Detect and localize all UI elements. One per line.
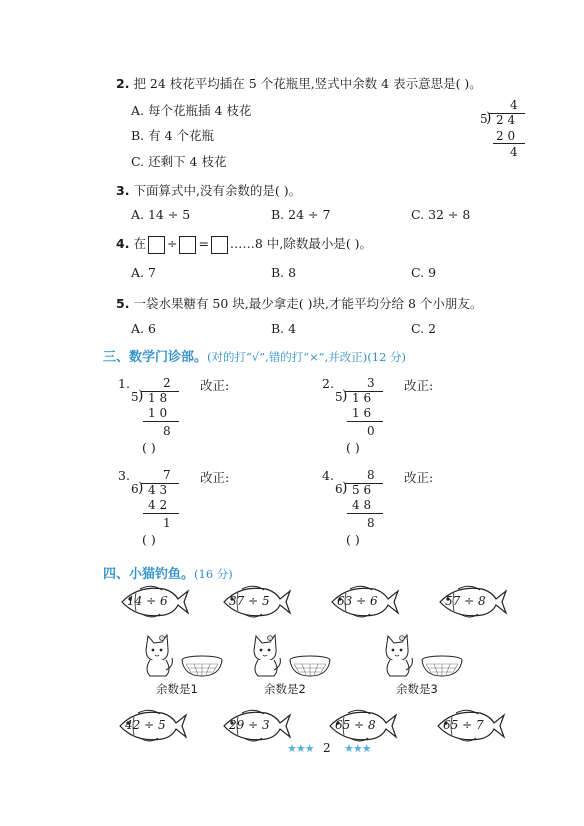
- q5-option-c[interactable]: C. 2: [411, 321, 437, 336]
- dividend: 4 3: [148, 483, 168, 497]
- cat-with-basket[interactable]: [380, 630, 466, 678]
- section3-note: (对的打“√”,错的打“×”,并改正)(12 分): [207, 350, 407, 364]
- remainder: 0: [367, 424, 375, 438]
- q3-text: 下面算式中,没有余数的是( )。: [133, 183, 302, 198]
- q4-pre: 在: [133, 236, 146, 251]
- quotient: 2: [163, 376, 171, 390]
- q3-number: 3.: [116, 183, 130, 198]
- division-bracket: ): [138, 480, 144, 496]
- answer-paren[interactable]: ( ): [142, 440, 156, 455]
- diagnosis-long-division: [335, 376, 395, 446]
- q3-line: [116, 181, 301, 199]
- q4-option-a[interactable]: A. 7: [131, 265, 156, 280]
- cat-basket-icon: [380, 630, 466, 681]
- fix-label: 改正:: [200, 470, 230, 485]
- q5-line: [116, 294, 482, 312]
- section4-title: 四、小猫钓鱼。: [103, 567, 195, 582]
- diagnosis-number: 2.: [322, 376, 334, 391]
- answer-paren[interactable]: ( ): [346, 532, 360, 547]
- fish-expression: 42 ÷ 5: [125, 718, 166, 732]
- remainder-caption: 余数是3: [396, 682, 438, 696]
- answer-paren[interactable]: ( ): [142, 532, 156, 547]
- q4-option-c[interactable]: C. 9: [411, 265, 437, 280]
- cat-basket-icon: [140, 630, 226, 681]
- q4-line: [116, 234, 372, 254]
- fish-expression: 29 ÷ 3: [229, 718, 270, 732]
- cat-with-basket[interactable]: [140, 630, 226, 678]
- q4-number: 4.: [116, 236, 130, 251]
- q4-post: ……8 中,除数最小是( )。: [229, 236, 373, 251]
- subtraction-line: [347, 513, 383, 514]
- page-number: 2: [323, 741, 331, 755]
- section3-heading: [103, 346, 406, 365]
- product: 1 0: [148, 406, 168, 420]
- subtraction-line: [347, 421, 383, 422]
- quotient: 4: [510, 98, 518, 112]
- blank-box-divisor[interactable]: [179, 236, 196, 254]
- fish-expression: 65 ÷ 8: [335, 718, 376, 732]
- q2-option-c[interactable]: C. 还剩下 4 枝花: [131, 154, 227, 169]
- remainder: 8: [367, 516, 375, 530]
- q2-number: 2.: [116, 76, 130, 91]
- subtraction-line: [143, 421, 179, 422]
- q3-option-b[interactable]: B. 24 ÷ 7: [271, 207, 331, 222]
- product: 4 2: [148, 498, 168, 512]
- dividend: 1 8: [148, 391, 168, 405]
- division-bracket: ): [138, 388, 144, 404]
- cat-with-basket[interactable]: [248, 630, 334, 678]
- product: 2 0: [496, 129, 516, 143]
- q2-line: [116, 74, 482, 92]
- q3-option-a[interactable]: A. 14 ÷ 5: [131, 207, 191, 222]
- subtraction-line: [143, 513, 179, 514]
- fish-card[interactable]: [436, 583, 508, 621]
- fix-label: 改正:: [200, 378, 230, 393]
- dividend: 2 4: [496, 113, 516, 127]
- q2-text: 把 24 枝花平均插在 5 个花瓶里,竖式中余数 4 表示意思是( )。: [133, 76, 482, 91]
- q5-number: 5.: [116, 296, 130, 311]
- diagnosis-number: 1.: [118, 376, 130, 391]
- fish-expression: 14 ÷ 6: [127, 594, 168, 608]
- fish-expression: 65 ÷ 7: [443, 718, 484, 732]
- fix-label: 改正:: [404, 378, 434, 393]
- divisor: 6: [131, 482, 139, 496]
- q2-long-division: [480, 98, 540, 168]
- subtraction-line: [493, 143, 525, 144]
- q2-option-b[interactable]: B. 有 4 个花瓶: [131, 128, 215, 143]
- q4-eq-sign: =: [198, 236, 209, 251]
- q5-text: 一袋水果糖有 50 块,最少拿走( )块,才能平均分给 8 个小朋友。: [133, 296, 483, 311]
- product: 1 6: [352, 406, 372, 420]
- divisor: 5: [480, 112, 488, 126]
- q5-option-a[interactable]: A. 6: [131, 321, 156, 336]
- section3-title: 三、数学门诊部。: [103, 350, 208, 365]
- dividend: 5 6: [352, 483, 372, 497]
- dividend: 1 6: [352, 391, 372, 405]
- quotient: 7: [163, 468, 171, 482]
- quotient: 3: [367, 376, 375, 390]
- fish-card[interactable]: [434, 707, 506, 745]
- q4-div-sign: ÷: [166, 236, 178, 251]
- fish-card[interactable]: [220, 583, 292, 621]
- divisor: 5: [131, 390, 139, 404]
- answer-paren[interactable]: ( ): [346, 440, 360, 455]
- fish-expression: 37 ÷ 5: [229, 594, 270, 608]
- fish-card[interactable]: [220, 707, 292, 745]
- division-bracket: ): [342, 388, 348, 404]
- q2-option-a[interactable]: A. 每个花瓶插 4 枝花: [131, 103, 252, 118]
- section4-score: (16 分): [194, 567, 233, 581]
- remainder-caption: 余数是1: [156, 682, 198, 696]
- diagnosis-long-division: [131, 468, 191, 538]
- product: 4 8: [352, 498, 372, 512]
- diagnosis-long-division: [335, 468, 395, 538]
- remainder: 4: [510, 145, 518, 159]
- diagnosis-long-division: [131, 376, 191, 446]
- diagnosis-number: 4.: [322, 468, 334, 483]
- footer-stars-left: ★★★: [287, 742, 314, 755]
- section4-heading: [103, 563, 233, 582]
- remainder: 8: [163, 424, 171, 438]
- fish-card[interactable]: [118, 583, 190, 621]
- cat-basket-icon: [248, 630, 334, 681]
- division-bracket: ): [486, 110, 492, 126]
- blank-box-quotient[interactable]: [211, 236, 228, 254]
- fish-card[interactable]: [328, 583, 400, 621]
- divisor: 5: [335, 390, 343, 404]
- fish-expression: 63 ÷ 6: [337, 594, 378, 608]
- quotient: 8: [367, 468, 375, 482]
- remainder: 1: [163, 516, 171, 530]
- footer-stars-right: ★★★: [344, 742, 371, 755]
- remainder-caption: 余数是2: [264, 682, 306, 696]
- division-bracket: ): [342, 480, 348, 496]
- diagnosis-number: 3.: [118, 468, 130, 483]
- fix-label: 改正:: [404, 470, 434, 485]
- blank-box-dividend[interactable]: [148, 236, 165, 254]
- q3-option-c[interactable]: C. 32 ÷ 8: [411, 207, 471, 222]
- divisor: 6: [335, 482, 343, 496]
- q5-option-b[interactable]: B. 4: [271, 321, 297, 336]
- fish-card[interactable]: [116, 707, 188, 745]
- fish-card[interactable]: [326, 707, 398, 745]
- fish-expression: 57 ÷ 8: [445, 594, 486, 608]
- q4-option-b[interactable]: B. 8: [271, 265, 297, 280]
